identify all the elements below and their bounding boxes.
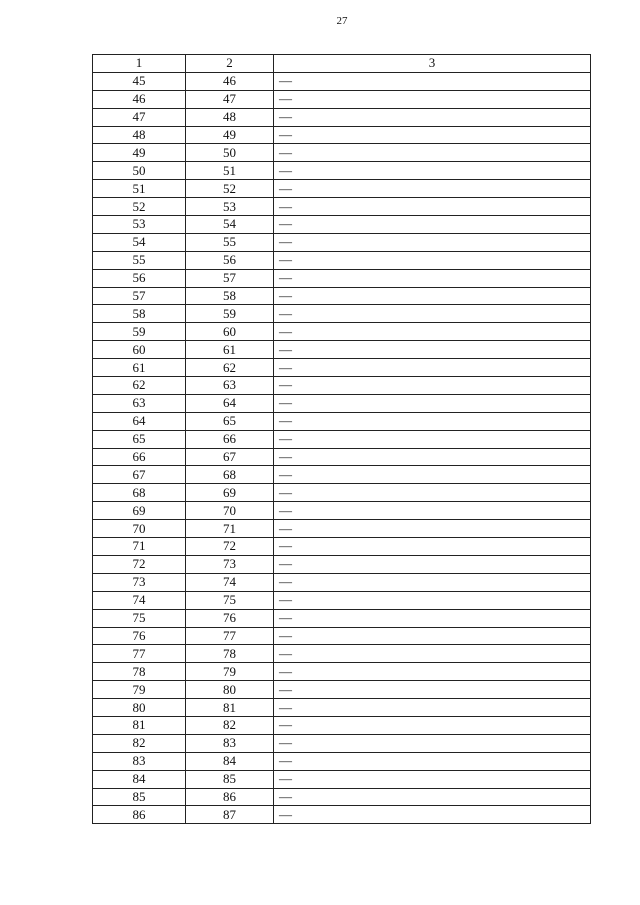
cell-col3: — [274, 269, 591, 287]
cell-col1: 63 [93, 394, 186, 412]
cell-col2: 83 [186, 734, 274, 752]
cell-col2: 51 [186, 162, 274, 180]
table-body [93, 72, 591, 823]
table-row [93, 591, 591, 609]
cell-col2: 81 [186, 699, 274, 717]
cell-col2: 53 [186, 198, 274, 216]
cell-col2: 78 [186, 645, 274, 663]
cell-col1: 56 [93, 269, 186, 287]
table-row [93, 627, 591, 645]
cell-col1: 75 [93, 609, 186, 627]
table-row [93, 198, 591, 216]
cell-col3: — [274, 198, 591, 216]
table-row [93, 788, 591, 806]
cell-col3: — [274, 752, 591, 770]
table-row [93, 72, 591, 90]
cell-col1: 48 [93, 126, 186, 144]
cell-col1: 62 [93, 377, 186, 395]
cell-col3: — [274, 305, 591, 323]
cell-col1: 81 [93, 716, 186, 734]
cell-col3: — [274, 448, 591, 466]
cell-col3: — [274, 72, 591, 90]
cell-col3: — [274, 484, 591, 502]
cell-col3: — [274, 162, 591, 180]
cell-col1: 80 [93, 699, 186, 717]
table-row [93, 520, 591, 538]
cell-col2: 60 [186, 323, 274, 341]
cell-col1: 46 [93, 90, 186, 108]
cell-col3: — [274, 734, 591, 752]
table-row [93, 180, 591, 198]
cell-col1: 74 [93, 591, 186, 609]
cell-col3: — [274, 681, 591, 699]
cell-col1: 79 [93, 681, 186, 699]
cell-col2: 61 [186, 341, 274, 359]
cell-col2: 56 [186, 251, 274, 269]
cell-col3: — [274, 430, 591, 448]
cell-col2: 82 [186, 716, 274, 734]
cell-col2: 68 [186, 466, 274, 484]
cell-col1: 83 [93, 752, 186, 770]
cell-col2: 50 [186, 144, 274, 162]
cell-col1: 65 [93, 430, 186, 448]
cell-col2: 87 [186, 806, 274, 824]
cell-col3: — [274, 287, 591, 305]
table-row [93, 609, 591, 627]
cell-col3: — [274, 538, 591, 556]
table-row [93, 681, 591, 699]
table-row [93, 770, 591, 788]
cell-col2: 59 [186, 305, 274, 323]
cell-col2: 62 [186, 359, 274, 377]
cell-col2: 58 [186, 287, 274, 305]
cell-col3: — [274, 716, 591, 734]
table-row [93, 323, 591, 341]
cell-col1: 61 [93, 359, 186, 377]
cell-col1: 73 [93, 573, 186, 591]
cell-col2: 52 [186, 180, 274, 198]
table-row [93, 484, 591, 502]
cell-col3: — [274, 699, 591, 717]
cell-col1: 76 [93, 627, 186, 645]
cell-col1: 67 [93, 466, 186, 484]
cell-col3: — [274, 233, 591, 251]
cell-col1: 71 [93, 538, 186, 556]
cell-col3: — [274, 806, 591, 824]
cell-col1: 58 [93, 305, 186, 323]
cell-col3: — [274, 770, 591, 788]
cell-col2: 63 [186, 377, 274, 395]
cell-col3: — [274, 502, 591, 520]
cell-col3: — [274, 90, 591, 108]
table-row [93, 233, 591, 251]
cell-col3: — [274, 645, 591, 663]
cell-col1: 70 [93, 520, 186, 538]
table-row [93, 377, 591, 395]
table-row [93, 734, 591, 752]
table-row [93, 806, 591, 824]
cell-col1: 86 [93, 806, 186, 824]
table-row [93, 126, 591, 144]
cell-col2: 57 [186, 269, 274, 287]
cell-col3: — [274, 108, 591, 126]
cell-col1: 49 [93, 144, 186, 162]
cell-col2: 76 [186, 609, 274, 627]
data-table [92, 54, 591, 824]
cell-col3: — [274, 251, 591, 269]
cell-col2: 74 [186, 573, 274, 591]
table-row [93, 538, 591, 556]
table-row [93, 573, 591, 591]
cell-col1: 55 [93, 251, 186, 269]
cell-col3: — [274, 627, 591, 645]
cell-col3: — [274, 359, 591, 377]
cell-col3: — [274, 323, 591, 341]
table-row [93, 251, 591, 269]
table-row [93, 108, 591, 126]
cell-col1: 84 [93, 770, 186, 788]
table-row [93, 90, 591, 108]
cell-col1: 66 [93, 448, 186, 466]
column-header-1: 1 [93, 55, 186, 73]
table-row [93, 752, 591, 770]
cell-col2: 46 [186, 72, 274, 90]
cell-col2: 77 [186, 627, 274, 645]
cell-col2: 67 [186, 448, 274, 466]
cell-col3: — [274, 555, 591, 573]
table-row [93, 430, 591, 448]
cell-col1: 47 [93, 108, 186, 126]
table-row [93, 162, 591, 180]
table-row [93, 269, 591, 287]
cell-col1: 77 [93, 645, 186, 663]
cell-col1: 51 [93, 180, 186, 198]
table-row [93, 699, 591, 717]
cell-col3: — [274, 573, 591, 591]
cell-col3: — [274, 394, 591, 412]
page-number: 27 [336, 15, 348, 27]
cell-col1: 53 [93, 216, 186, 234]
cell-col1: 82 [93, 734, 186, 752]
cell-col2: 49 [186, 126, 274, 144]
cell-col1: 50 [93, 162, 186, 180]
table-row [93, 341, 591, 359]
column-header-2: 2 [186, 55, 274, 73]
cell-col2: 85 [186, 770, 274, 788]
table-row [93, 287, 591, 305]
cell-col2: 72 [186, 538, 274, 556]
table-row [93, 716, 591, 734]
cell-col1: 68 [93, 484, 186, 502]
cell-col3: — [274, 216, 591, 234]
cell-col2: 48 [186, 108, 274, 126]
table-row [93, 216, 591, 234]
cell-col2: 86 [186, 788, 274, 806]
cell-col1: 64 [93, 412, 186, 430]
cell-col2: 71 [186, 520, 274, 538]
cell-col2: 80 [186, 681, 274, 699]
cell-col2: 79 [186, 663, 274, 681]
cell-col2: 73 [186, 555, 274, 573]
cell-col3: — [274, 591, 591, 609]
cell-col3: — [274, 520, 591, 538]
table-row [93, 502, 591, 520]
cell-col1: 54 [93, 233, 186, 251]
cell-col1: 59 [93, 323, 186, 341]
cell-col1: 45 [93, 72, 186, 90]
cell-col3: — [274, 412, 591, 430]
cell-col3: — [274, 144, 591, 162]
cell-col1: 52 [93, 198, 186, 216]
table-row [93, 359, 591, 377]
table-row [93, 555, 591, 573]
cell-col2: 47 [186, 90, 274, 108]
cell-col2: 64 [186, 394, 274, 412]
table-row [93, 305, 591, 323]
cell-col1: 57 [93, 287, 186, 305]
cell-col3: — [274, 341, 591, 359]
cell-col2: 55 [186, 233, 274, 251]
table-row [93, 144, 591, 162]
cell-col2: 84 [186, 752, 274, 770]
cell-col1: 60 [93, 341, 186, 359]
table-row [93, 645, 591, 663]
cell-col2: 65 [186, 412, 274, 430]
cell-col2: 54 [186, 216, 274, 234]
cell-col3: — [274, 663, 591, 681]
cell-col2: 66 [186, 430, 274, 448]
table-row [93, 466, 591, 484]
cell-col2: 69 [186, 484, 274, 502]
cell-col2: 75 [186, 591, 274, 609]
cell-col2: 70 [186, 502, 274, 520]
cell-col1: 72 [93, 555, 186, 573]
cell-col1: 85 [93, 788, 186, 806]
cell-col3: — [274, 788, 591, 806]
cell-col3: — [274, 180, 591, 198]
table-row [93, 663, 591, 681]
cell-col3: — [274, 609, 591, 627]
cell-col3: — [274, 466, 591, 484]
table-row [93, 412, 591, 430]
table-row [93, 448, 591, 466]
table-row [93, 394, 591, 412]
table-header-row [93, 55, 591, 73]
cell-col3: — [274, 126, 591, 144]
cell-col1: 69 [93, 502, 186, 520]
cell-col3: — [274, 377, 591, 395]
cell-col1: 78 [93, 663, 186, 681]
column-header-3: 3 [274, 55, 591, 73]
